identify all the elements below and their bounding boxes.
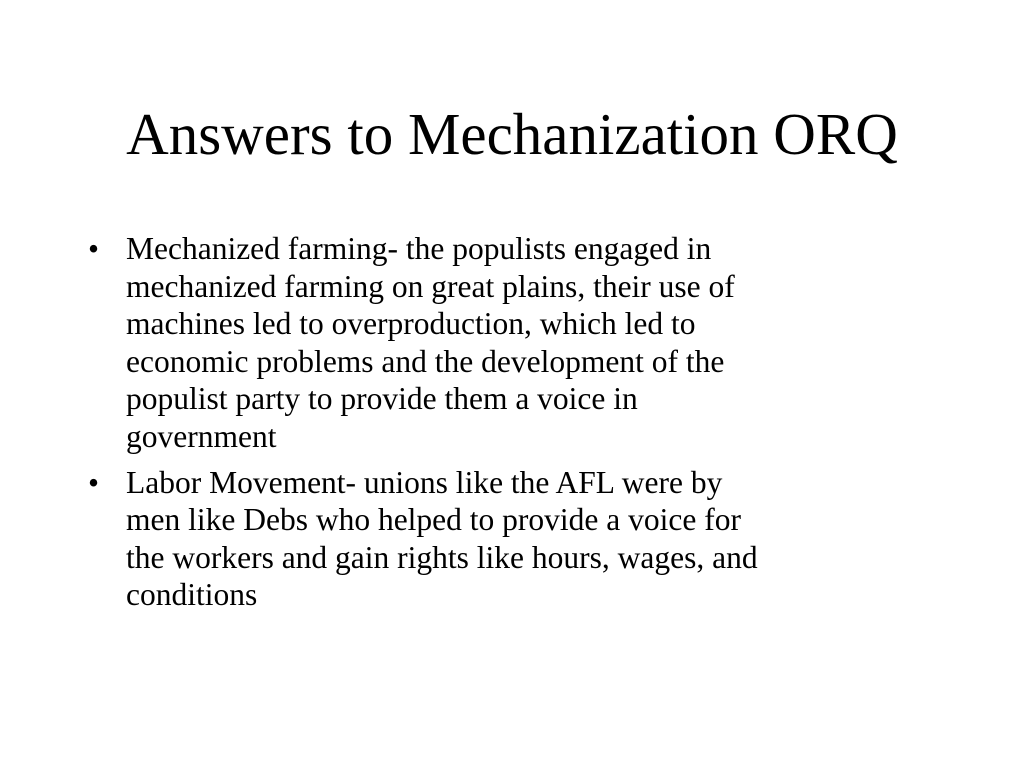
bullet-line: populist party to provide them a voice in (126, 381, 638, 417)
bullet-line: government (126, 418, 277, 454)
bullet-item-mechanized-farming (86, 230, 946, 456)
bullet-line: mechanized farming on great plains, their use of (126, 268, 735, 304)
bullet-line: economic problems and the development of the (126, 343, 725, 379)
bullet-item-labor-movement (86, 464, 946, 614)
bullet-icon: • (88, 231, 100, 266)
bullet-line: conditions (126, 577, 258, 613)
bullet-list (86, 230, 946, 622)
bullet-line: machines led to overproduction, which led to (126, 306, 696, 342)
bullet-line: men like Debs who helped to provide a voice for (126, 502, 741, 538)
bullet-line: the workers and gain rights like hours, wages, and (126, 539, 758, 575)
bullet-icon: • (88, 464, 100, 500)
bullet-line: Labor Movement- unions like the AFL were by (126, 464, 723, 500)
slide-title: Answers to Mechanization ORQ (126, 101, 898, 167)
bullet-line: Mechanized farming- the populists engaged in (126, 231, 712, 266)
